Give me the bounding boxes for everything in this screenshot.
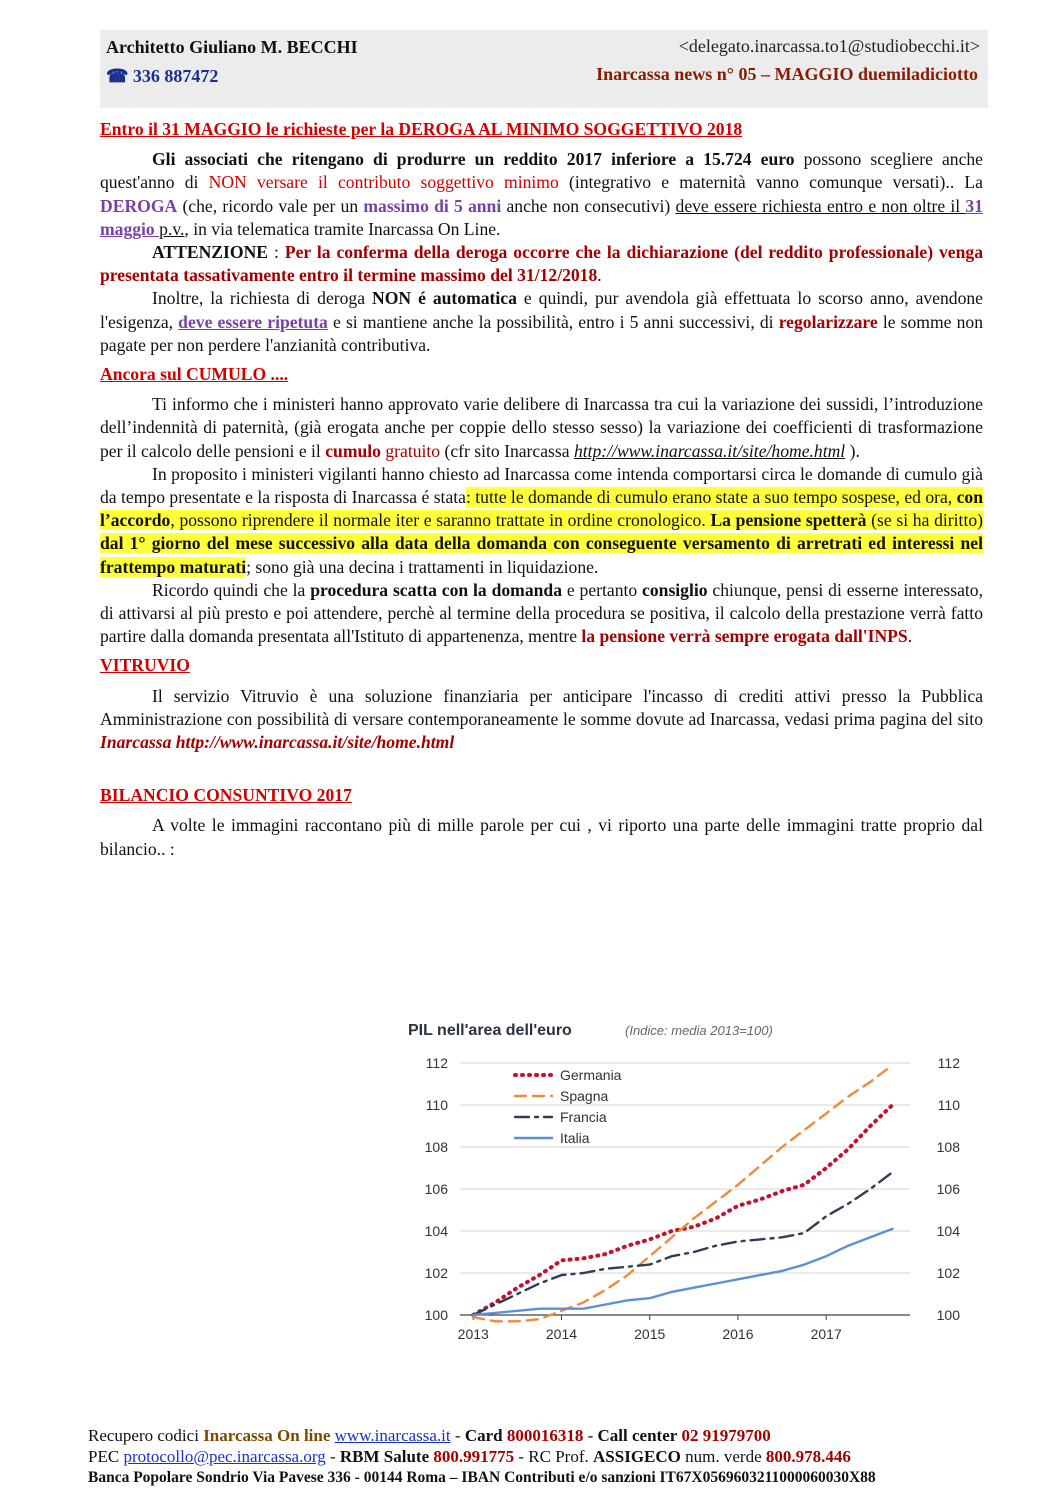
text: , in via telematica tramite Inarcassa On Line. <box>184 218 501 239</box>
paragraph-cumulo-1 <box>100 393 983 463</box>
text: NON é automatica <box>372 288 517 309</box>
text: - <box>325 1447 340 1466</box>
text: (cfr sito Inarcassa <box>440 440 574 461</box>
legend-label: Francia <box>560 1109 607 1125</box>
gdp-chart-svg <box>400 1015 982 1355</box>
text: ). <box>845 440 860 461</box>
text: ; sono già una decina i trattamenti in liquidazione. <box>246 556 599 577</box>
text: ASSIGECO <box>593 1447 681 1466</box>
paragraph-cumulo-3 <box>100 579 983 649</box>
vitruvio-link[interactable]: Inarcassa http://www.inarcassa.it/site/home.html <box>100 732 455 753</box>
text: Ricordo quindi che la <box>152 579 311 600</box>
section-title-vitruvio: VITRUVIO <box>100 655 190 676</box>
author-phone: ☎ 336 887472 <box>106 66 219 86</box>
text: . <box>597 265 602 286</box>
text: - <box>450 1426 465 1445</box>
text: massimo di 5 anni <box>363 195 502 216</box>
text: chiunque, pensi di esserne interessato, di attivarsi al più presto e poi attendere, perchè al termine della procedura se positiva, il calcolo della prestazione verrà fatto partire dalla domanda presentata all'Istituto di appartenenza, mentre <box>100 579 983 647</box>
author-email: <delegato.inarcassa.to1@studiobecchi.it> <box>678 36 980 56</box>
text: cumulo <box>325 440 381 461</box>
text: anche non consecutivi) <box>501 195 676 216</box>
gdp-chart <box>400 1015 982 1355</box>
text: la pensione verrà sempre erogata dall'INPS <box>581 626 908 647</box>
y-tick-label-right: 110 <box>937 1097 960 1113</box>
text: 800.991775 <box>433 1447 515 1466</box>
text: regolarizzare <box>778 311 878 332</box>
section-title-deroga: Entro il 31 MAGGIO le richieste per la DEROGA AL MINIMO SOGGETTIVO 2018 <box>100 119 743 139</box>
text: Recupero codici <box>88 1426 204 1445</box>
chart-x-ticks <box>458 1315 842 1342</box>
page-footer <box>88 1425 988 1488</box>
chart-subtitle: (Indice: media 2013=100) <box>625 1023 773 1038</box>
text: Card <box>464 1426 503 1445</box>
text: Ti informo che i ministeri hanno approvato varie delibere di Inarcassa tra cui la variazione dei sussidi, l’introduzione dell’indennità di paternità, (già erogata anche per coppie dello stesso sesso) la variazione dei coefficienti di trasformazione per il calcolo delle pensioni e il <box>100 394 983 461</box>
text: e quindi, pur avendola già effettuata lo scorso anno, avendone l'esigenza, <box>100 288 983 332</box>
text: 31 maggio <box>100 195 983 239</box>
text: Per la conferma della deroga occorre che la dichiarazione (del reddito professionale) venga presentata tassativamente entro il termine massimo del 31/12/2018 <box>100 242 983 286</box>
text: In proposito i ministeri vigilanti hanno chiesto ad Inarcassa come intenda comportarsi circa le domande di cumulo già da tempo presentate e la risposta di Inarcassa é stata <box>100 463 983 508</box>
text: le somme non pagate per non perdere l'anzianità contributiva. <box>100 311 984 355</box>
legend-label: Italia <box>560 1130 590 1146</box>
text: Inarcassa On line <box>203 1426 331 1445</box>
text: Il servizio Vitruvio è una soluzione finanziaria per anticipare l'incasso di crediti attivi presso la Pubblica Amministrazione con possibilità di versare contemporaneamente le somme dovute ad Inarcassa, vedasi prima pagina del sito <box>100 685 983 729</box>
text: num. verde <box>680 1447 766 1466</box>
y-tick-label: 104 <box>424 1223 448 1239</box>
paragraph-bilancio: A volte le immagini raccontano più di mille parole per cui , vi riporto una parte delle immagini tratte proprio dal bilancio.. : <box>100 815 983 859</box>
text: e pertanto <box>562 579 643 600</box>
section-title-bilancio: BILANCIO CONSUNTIVO 2017 <box>100 785 352 806</box>
y-tick-label-right: 108 <box>936 1139 960 1155</box>
text: . <box>907 626 913 647</box>
highlight-text: , possono riprendere il normale iter e saranno trattate in ordine cronologico. <box>170 510 711 531</box>
series-line-francia <box>473 1172 892 1315</box>
text: NON versare il contributo soggettivo minimo <box>208 172 559 193</box>
y-tick-label: 100 <box>424 1307 448 1323</box>
y-tick-label: 106 <box>424 1181 448 1197</box>
chart-legend <box>515 1067 622 1146</box>
footer-line-2 <box>88 1446 988 1467</box>
text: 02 91979700 <box>681 1426 771 1445</box>
highlight-text: La pensione spetterà <box>710 510 867 531</box>
y-tick-label-right: 104 <box>936 1223 960 1239</box>
text: Gli associati che ritengano di produrre un reddito 2017 inferiore a 15.724 euro <box>152 149 795 170</box>
paragraph-vitruvio <box>100 685 983 755</box>
footer-line-1 <box>88 1425 988 1446</box>
text: procedura scatta con la domanda <box>310 579 562 600</box>
y-tick-label-right: 102 <box>936 1265 960 1281</box>
y-tick-label: 102 <box>424 1265 448 1281</box>
legend-label: Spagna <box>560 1088 609 1104</box>
text: - RC Prof. <box>514 1447 594 1466</box>
text: deve essere richiesta entro e non oltre il <box>675 195 966 216</box>
author-name: Architetto Giuliano M. BECCHI <box>106 37 358 57</box>
x-tick-label: 2014 <box>545 1326 578 1342</box>
inarcassa-website-link[interactable]: www.inarcassa.it <box>334 1426 451 1445</box>
paragraph-deroga-2 <box>100 241 983 287</box>
text: 800.978.446 <box>765 1447 851 1466</box>
chart-title: PIL nell'area dell'euro <box>408 1022 572 1039</box>
inarcassa-link[interactable]: http://www.inarcassa.it/site/home.html <box>573 440 846 461</box>
paragraph-deroga-3 <box>100 287 983 357</box>
series-line-germania <box>473 1105 892 1315</box>
text: consiglio <box>642 579 708 600</box>
y-tick-label-right: 100 <box>936 1307 960 1323</box>
text: p.v. <box>159 218 185 239</box>
text: RBM Salute <box>339 1447 430 1466</box>
text: ATTENZIONE <box>152 242 269 263</box>
section-title-cumulo: Ancora sul CUMULO .... <box>100 364 289 385</box>
text: deve essere ripetuta <box>178 311 328 332</box>
chart-series-lines <box>473 1065 892 1321</box>
text: (integrativo e maternità vanno comunque versati).. La <box>558 172 983 193</box>
paragraph-deroga-1 <box>100 148 983 241</box>
text: gratuito <box>380 440 441 461</box>
highlight-text: con l’accordo <box>100 487 983 531</box>
text: Inoltre, la richiesta di deroga <box>152 288 372 309</box>
x-tick-label: 2017 <box>810 1326 842 1342</box>
chart-y-ticks-right <box>937 1055 961 1323</box>
x-tick-label: 2016 <box>722 1326 754 1342</box>
footer-line-3: Banca Popolare Sondrio Via Pavese 336 - 00144 Roma – IBAN Contributi e/o sanzioni IT67X0569603211000060030X88 <box>88 1469 876 1486</box>
text: : <box>268 242 285 263</box>
newsletter-issue: Inarcassa news n° 05 – MAGGIO duemiladiciotto <box>596 64 978 84</box>
page-header <box>100 30 988 108</box>
highlight-text: (se si ha diritto) <box>866 510 983 531</box>
paragraph-cumulo-2 <box>100 463 983 579</box>
series-line-spagna <box>473 1065 892 1321</box>
text: - <box>583 1426 598 1445</box>
highlight-text: dal 1° giorno del mese successivo alla data della domanda con conseguente versamento di arretrati ed interessi nel frattempo maturati <box>100 533 983 577</box>
text: Call center <box>597 1426 678 1445</box>
text: 800016318 <box>506 1426 584 1445</box>
y-tick-label: 110 <box>425 1097 448 1113</box>
y-tick-label-right: 106 <box>936 1181 960 1197</box>
text: PEC <box>88 1447 124 1466</box>
x-tick-label: 2013 <box>457 1326 489 1342</box>
legend-label: Germania <box>560 1067 622 1083</box>
x-tick-label: 2015 <box>634 1326 666 1342</box>
text: possono scegliere anche quest'anno di <box>100 149 983 193</box>
y-tick-label: 112 <box>425 1055 448 1071</box>
text: DEROGA <box>100 195 178 216</box>
main-content <box>100 118 983 861</box>
text: (che, ricordo vale per un <box>177 195 364 216</box>
y-tick-label: 108 <box>424 1139 448 1155</box>
text: e si mantiene anche la possibilità, entro i 5 anni successivi, di <box>327 311 779 332</box>
series-line-italia <box>473 1229 892 1315</box>
highlight-text: : tutte le domande di cumulo erano state a suo tempo sospese, ed ora, <box>465 487 957 508</box>
chart-y-ticks-left <box>425 1055 449 1323</box>
pec-email-link[interactable]: protocollo@pec.inarcassa.org <box>123 1447 326 1466</box>
y-tick-label-right: 112 <box>937 1055 960 1071</box>
